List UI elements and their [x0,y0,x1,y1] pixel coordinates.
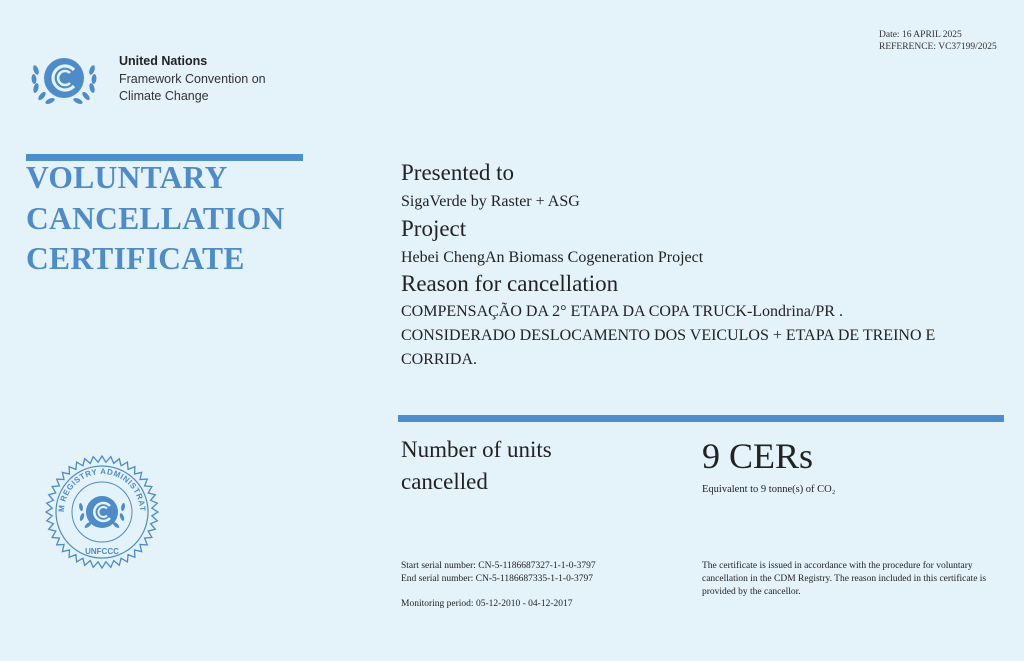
reason-line1: COMPENSAÇÃO DA 2° ETAPA DA COPA TRUCK-Londrina/PR . [401,303,843,320]
reason-line3: CORRIDA. [401,351,478,368]
monitoring-period: Monitoring period: 05-12-2010 - 04-12-2017 [401,599,573,609]
units-label-line1: Number of units [401,437,552,462]
title-line3: CERTIFICATE [26,241,245,276]
units-label-line2: cancelled [401,469,488,494]
unfccc-logo-icon [28,50,100,108]
project-value: Hebei ChengAn Biomass Cogeneration Project [401,249,704,266]
organization-name [119,53,266,106]
reason-line2: CONSIDERADO DESLOCAMENTO DOS VEICULOS + ETAPA DE TREINO E [401,327,936,344]
start-serial: Start serial number: CN-5-1186687327-1-1-0-3797 [401,561,596,571]
reason-value [401,300,1001,372]
presented-to-label: Presented to [401,160,515,185]
org-name-line3: Climate Change [119,89,209,103]
org-name-line1: United Nations [119,54,208,68]
serial-numbers [401,560,596,586]
registry-seal-icon [45,455,159,569]
presented-to-value: SigaVerde by Raster + ASG [401,193,580,210]
certificate-title [26,158,285,280]
units-divider [398,415,1004,422]
title-line2: CANCELLATION [26,200,285,236]
issuance-note: The certificate is issued in accordance with the procedure for voluntary cancellation in the CDM Registry. The reason included in this certificate is provided by the cancellor. [702,561,987,597]
project-label: Project [401,216,467,241]
end-serial: End serial number: CN-5-1186687335-1-1-0-3797 [401,574,593,584]
org-name-line2: Framework Convention on [119,71,266,86]
units-value: 9 CERs [702,436,814,476]
issue-date: Date: 16 APRIL 2025 [879,30,962,40]
units-equivalent: Equivalent to 9 tonne(s) of CO₂ [702,484,836,495]
certificate-meta [879,29,997,53]
seal-bottom-text: UNFCCC [85,547,119,556]
units-label [401,434,552,498]
title-line1: VOLUNTARY [26,160,228,195]
seal-top-text: M REGISTRY ADMINISTRAT [56,466,148,513]
reference-number: REFERENCE: VC37199/2025 [879,42,997,52]
reason-label: Reason for cancellation [401,271,619,296]
